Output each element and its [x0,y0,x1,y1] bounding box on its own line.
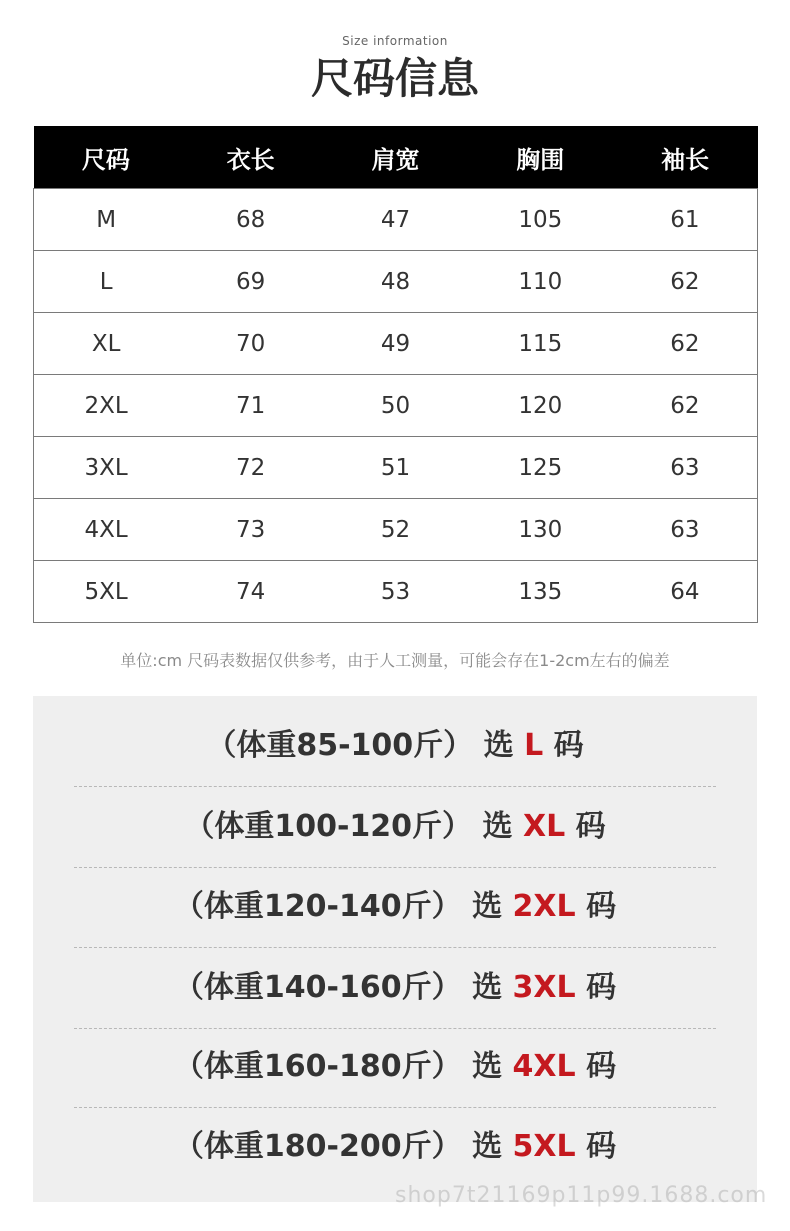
table-cell: 70 [178,313,323,375]
table-row [34,189,758,251]
table-cell: 68 [178,189,323,251]
table-cell: L [34,251,179,313]
weight-range: （体重120-140斤） [173,889,462,924]
shop-watermark: shop7t21169p11p99.1688.com [395,1183,768,1208]
table-row [34,437,758,499]
table-cell: 135 [468,561,613,623]
select-label: 选 [472,889,503,924]
recommendation-row [74,867,716,948]
recommended-size: L [524,728,544,763]
measurement-note: 单位:cm 尺码表数据仅供参考，由于人工测量，可能会存在1-2cm左右的偏差 [120,651,670,670]
recommendation-row [74,1107,716,1187]
recommendation-row [74,948,716,1029]
table-cell: M [34,189,179,251]
table-cell: 5XL [34,561,179,623]
recommendation-row [74,787,716,868]
column-header-length: 衣长 [178,126,323,189]
table-row [34,313,758,375]
column-header-chest: 胸围 [468,126,613,189]
recommended-size: 4XL [512,1049,576,1084]
table-row [34,375,758,437]
size-suffix: 码 [586,1129,617,1164]
recommended-size: 5XL [512,1129,576,1164]
size-suffix: 码 [553,728,584,763]
size-suffix: 码 [575,809,606,844]
weight-range: （体重180-200斤） [173,1129,462,1164]
table-cell: 62 [613,375,758,437]
weight-range: （体重140-160斤） [173,970,462,1005]
table-cell: 63 [613,499,758,561]
table-cell: XL [34,313,179,375]
table-cell: 130 [468,499,613,561]
table-row [34,251,758,313]
table-cell: 50 [323,375,468,437]
table-cell: 72 [178,437,323,499]
table-cell: 73 [178,499,323,561]
table-cell: 71 [178,375,323,437]
table-cell: 49 [323,313,468,375]
table-cell: 74 [178,561,323,623]
table-cell: 61 [613,189,758,251]
table-cell: 115 [468,313,613,375]
size-suffix: 码 [586,889,617,924]
column-header-sleeve: 袖长 [613,126,758,189]
select-label: 选 [472,970,503,1005]
table-row [34,499,758,561]
table-cell: 110 [468,251,613,313]
recommended-size: 3XL [512,970,576,1005]
table-header-row [34,126,758,189]
table-cell: 62 [613,313,758,375]
recommendation-row [74,706,716,787]
table-cell: 51 [323,437,468,499]
table-cell: 47 [323,189,468,251]
select-label: 选 [482,809,513,844]
table-cell: 52 [323,499,468,561]
recommendation-row [74,1027,716,1108]
weight-range: （体重100-120斤） [184,809,473,844]
column-header-shoulder: 肩宽 [323,126,468,189]
table-cell: 63 [613,437,758,499]
table-cell: 120 [468,375,613,437]
select-label: 选 [472,1129,503,1164]
section-subtitle: Size information [342,34,448,48]
table-cell: 53 [323,561,468,623]
table-row [34,561,758,623]
table-cell: 64 [613,561,758,623]
size-suffix: 码 [586,970,617,1005]
page-title: 尺码信息 [310,54,479,103]
table-cell: 69 [178,251,323,313]
select-label: 选 [472,1049,503,1084]
table-cell: 4XL [34,499,179,561]
table-cell: 3XL [34,437,179,499]
size-table [33,126,758,623]
weight-recommendation-panel [33,696,757,1202]
recommended-size: 2XL [512,889,576,924]
weight-range: （体重160-180斤） [173,1049,462,1084]
size-suffix: 码 [586,1049,617,1084]
table-cell: 125 [468,437,613,499]
recommended-size: XL [522,809,566,844]
column-header-size: 尺码 [34,126,179,189]
table-cell: 105 [468,189,613,251]
table-cell: 62 [613,251,758,313]
select-label: 选 [483,728,514,763]
weight-range: （体重85-100斤） [206,728,474,763]
table-cell: 2XL [34,375,179,437]
table-cell: 48 [323,251,468,313]
